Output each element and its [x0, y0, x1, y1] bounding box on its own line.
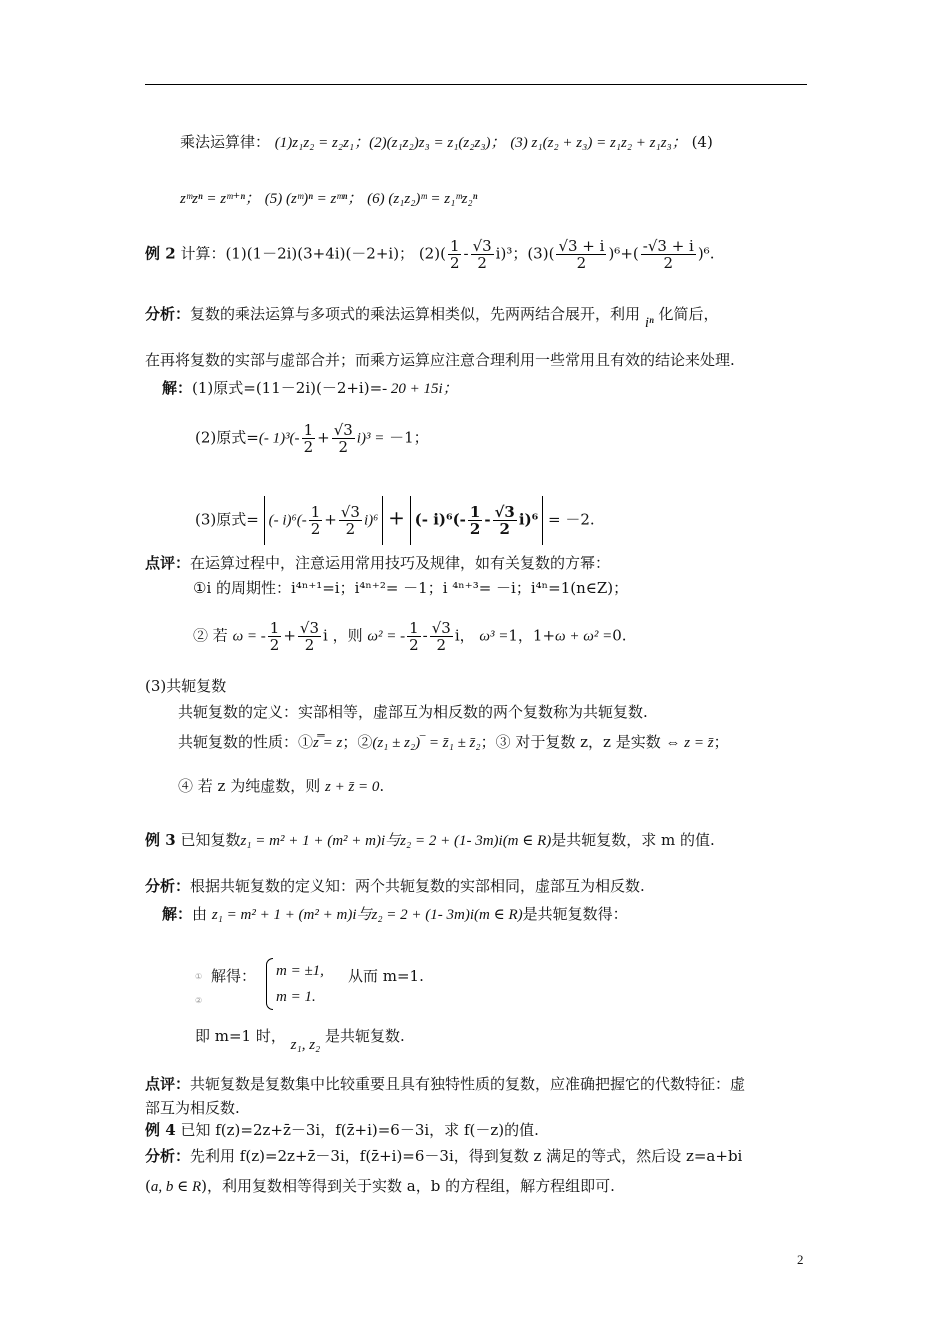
solution-2-step-3: (3)原式=	[195, 510, 259, 529]
mult-law-6: (6) (z₁z₂)ᵐ = z₁ᵐz₂ⁿ	[367, 191, 478, 207]
comment-2-item-2: ② 若 ω = - $\frac{1}{2}$ + $\frac{√3}{2}$ i ，则 ω² = - $\frac{1}{2}$ - $\frac{√3}{2}$ i， ω³ =1，1+ω + ω² =0.	[193, 619, 627, 654]
solution-2-step-1: (1)原式=(11－2i)(－2+i)=	[192, 379, 383, 397]
bracket-group: (- i)⁶(- $\frac{1}{2}$ - $\frac{√3}{2}$ i)⁶	[410, 496, 544, 545]
mult-laws-line-2	[180, 188, 477, 209]
i-periodicity: ①i 的周期性：i⁴ⁿ⁺¹=i；i⁴ⁿ⁺²= －1；i ⁴ⁿ⁺³= －i；i⁴ⁿ=1(n∈Z)；	[193, 579, 629, 597]
fraction: $\frac{1}{2}$	[409, 619, 419, 654]
comment-2	[145, 553, 610, 573]
comment-3-tag: 点评：	[145, 1075, 191, 1093]
fraction: $\frac{√3}{2}$	[340, 503, 360, 538]
system-brace	[266, 958, 273, 1010]
solution-3-final: 即 m=1 时， z₁, z₂ 是共轭复数.	[195, 1027, 405, 1053]
fraction: $\frac{1}{2}$	[269, 619, 280, 654]
analysis-4-tag: 分析：	[145, 1147, 191, 1165]
solution-3: 解：由 z₁ = m² + 1 + (m² + m)i与z₂ = 2 + (1- 3m)i(m ∈ R)是共轭复数得：	[162, 905, 628, 923]
mult-law-3: (3) z₁(z₂ + z₃) = z₁z₂ + z₁z₃；	[510, 135, 687, 151]
fraction: $\frac{√3}{2}$	[472, 237, 492, 272]
system-eq-2: m = 1.	[276, 989, 316, 1005]
mult-law-4-label: (4)	[691, 133, 713, 151]
fraction: $\frac{√3}{2}$	[494, 503, 515, 538]
conjugate-property-4: ④ 若 z 为纯虚数，则 z + z̄ = 0.	[178, 777, 385, 795]
fraction: $\frac{√3}{2}$	[431, 619, 451, 654]
fraction: $\frac{√3}{2}$	[333, 421, 353, 456]
page-number: 2	[797, 1252, 804, 1267]
example-3-tag: 例 3	[145, 831, 176, 849]
comment-3-line-2: 部互为相反数.	[145, 1099, 240, 1117]
i-power-n: iⁿ	[644, 315, 654, 331]
fraction: $\frac{1}{2}$	[310, 503, 321, 538]
solution-2-tag: 解：	[162, 379, 193, 397]
solution-3-solve-label: 解得：	[211, 967, 257, 985]
analysis-2-line-1	[145, 304, 719, 331]
analysis-3: 分析：根据共轭复数的定义知：两个共轭复数的实部相同，虚部互为相反数.	[145, 877, 645, 895]
conjugate-heading	[145, 676, 226, 696]
solution-3-conclusion: 从而 m=1.	[348, 967, 424, 985]
solution-2-step-2: (2)原式=	[195, 428, 259, 447]
fraction: $\frac{√3}{2}$	[299, 619, 320, 654]
example-2-text: 计算：(1)(1－2i)(3+4i)(－2+i)； (2)(	[180, 244, 446, 263]
fraction: $\frac{-√3 + i}{2}$	[642, 237, 694, 272]
comment-3-line-1: 点评：共轭复数是复数集中比较重要且具有独特性质的复数，应准确把握它的代数特征：虚	[145, 1075, 746, 1093]
conjugate-definition: 共轭复数的定义：实部相等，虚部互为相反数的两个复数称为共轭复数.	[178, 703, 648, 721]
solution-3-tag: 解：	[162, 905, 193, 923]
system-eq-1: m = ±1,	[276, 963, 324, 979]
mult-laws-line-1	[180, 132, 713, 153]
example-3: 例 3 已知复数z₁ = m² + 1 + (m² + m)i与z₂ = 2 + (1- 3m)i(m ∈ R)是共轭复数，求 m 的值.	[145, 831, 715, 849]
analysis-2-line-2	[145, 350, 735, 370]
example-2: 例 2 计算：(1)(1－2i)(3+4i)(－2+i)； (2)( $\frac{1}{2}$ - $\frac{√3}{2}$ i)³；(3)( $\frac{√3 + i}{2}$ )⁶+( $\frac{-√3 + i}{2}$ )⁶.	[145, 237, 715, 272]
plus-sign: +	[388, 505, 405, 530]
section-title: (3)共轭复数	[145, 677, 227, 695]
analysis-4-line-2: (a, b ∈ R)，利用复数相等得到关于实数 a，b 的方程组，解方程组即可.	[145, 1177, 615, 1195]
solution-2-part-2: (2)原式=(- 1)³(- $\frac{1}{2}$ + $\frac{√3}{2}$ i)³ = －1；	[195, 421, 429, 456]
comment-2-tag: 点评：	[145, 554, 191, 572]
example-4: 例 4 已知 f(z)=2z+z̄－3i，f(z̄+i)=6－3i，求 f(－z)的值.	[145, 1121, 539, 1139]
conjugate-properties: 共轭复数的性质：①z̿ = z；②(z₁ ± z₂)‾ = z̄₁ ± z̄₂；③ 对于复数 z，z 是实数 ⇔ z = z̄；	[178, 733, 729, 751]
analysis-3-tag: 分析：	[145, 877, 191, 895]
solution-2-result-3: = －2.	[548, 510, 595, 529]
expr: (- 1)³(-	[258, 430, 300, 447]
mult-law-5: (5) (zᵐ)ⁿ = zᵐⁿ；	[264, 191, 363, 207]
fraction: $\frac{1}{2}$	[469, 503, 481, 538]
comment-2-item-1	[193, 578, 628, 598]
solution-2-result-1: - 20 + 15i；	[382, 381, 458, 397]
fraction: $\frac{√3 + i}{2}$	[558, 237, 605, 272]
analysis-2-text: 复数的乘法运算与多项式的乘法运算相类似，先两两结合展开，利用	[190, 305, 641, 323]
mult-law-1-2: (1)z₁z₂ = z₂z₁；(2)(z₁z₂)z₃ = z₁(z₂z₃)；	[274, 135, 506, 151]
solution-3-mark-1: ①	[195, 972, 203, 981]
example-4-tag: 例 4	[145, 1121, 176, 1139]
mult-law-4: zᵐzⁿ = zᵐ⁺ⁿ；	[180, 191, 261, 207]
analysis-2-text-2: 在再将复数的实部与虚部合并；而乘方运算应注意合理利用一些常用且有效的结论来处理.	[145, 351, 735, 369]
bracket-group: (- i)⁶(- $\frac{1}{2}$ + $\frac{√3}{2}$ i)⁶	[264, 496, 384, 545]
solution-2-result-2: －1；	[389, 428, 429, 447]
comment-2-text: 在运算过程中，注意运用常用技巧及规律，如有关复数的方幂：	[190, 554, 611, 572]
example-2-tag: 例 2	[145, 244, 176, 263]
solution-2-part-1	[162, 378, 458, 399]
analysis-2-text-tail: 化简后，	[658, 305, 719, 323]
mult-laws-label: 乘法运算律：	[180, 133, 271, 151]
fraction: $\frac{1}{2}$	[449, 237, 460, 272]
expr: i)³ =	[356, 430, 385, 447]
analysis-2-tag: 分析：	[145, 305, 191, 323]
solution-3-mark-2: ②	[195, 996, 203, 1005]
header-rule	[145, 84, 807, 85]
solution-2-part-3	[195, 496, 595, 545]
fraction: $\frac{1}{2}$	[303, 421, 314, 456]
analysis-4-line-1: 分析：先利用 f(z)=2z+z̄－3i，f(z̄+i)=6－3i，得到复数 z 满足的等式，然后设 z=a+bi	[145, 1147, 743, 1165]
